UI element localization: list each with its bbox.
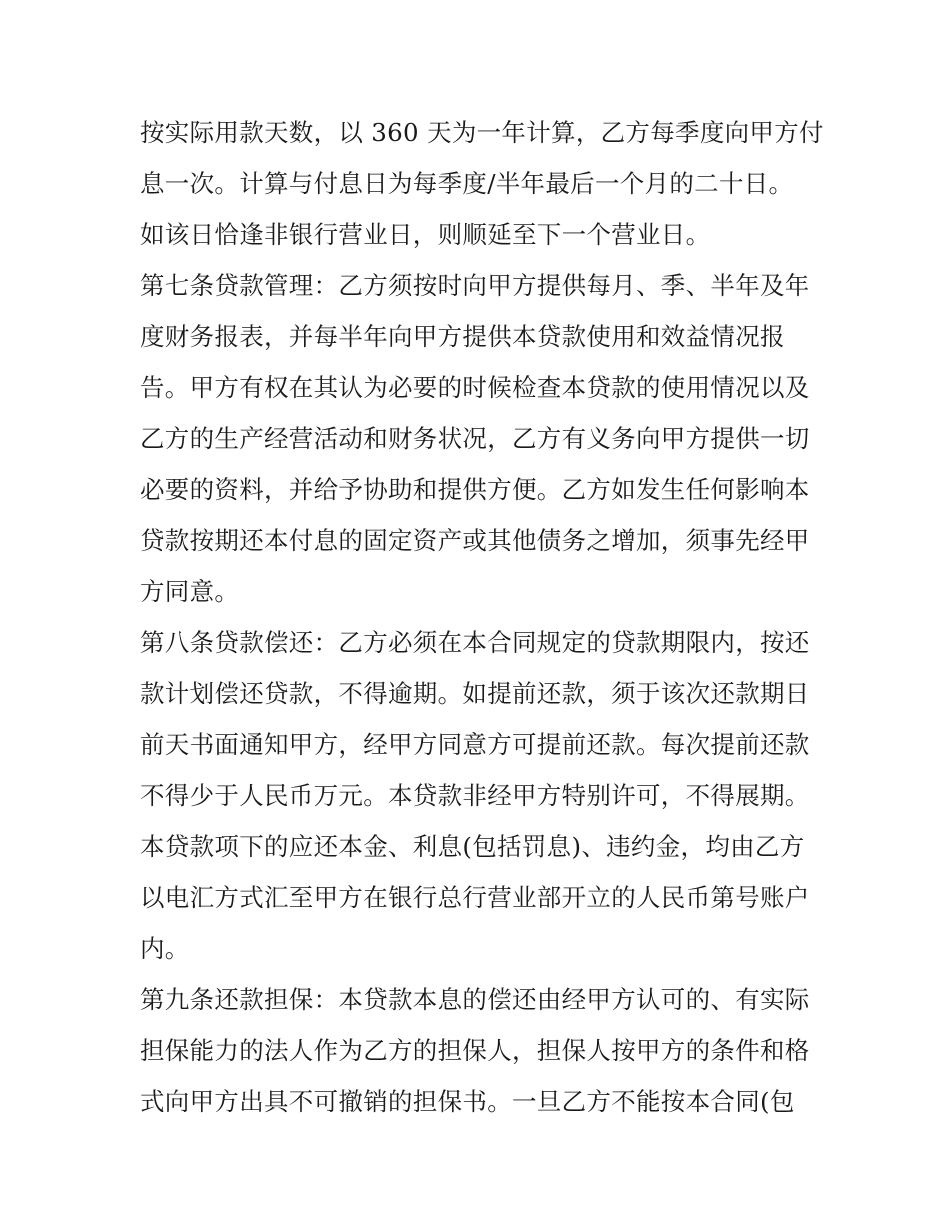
text-line: 告。甲方有权在其认为必要的时候检查本贷款的使用情况以及 [140,373,810,402]
text-line: 第八条贷款偿还：乙方必须在本合同规定的贷款期限内，按还 [140,628,810,657]
text-line: 息一次。计算与付息日为每季度/半年最后一个月的二十日。 [140,169,794,198]
text-line: 内。 [140,934,190,963]
text-line: 前天书面通知甲方，经甲方同意方可提前还款。每次提前还款 [140,730,810,759]
text-line: 第七条贷款管理：乙方须按时向甲方提供每月、季、半年及年 [140,271,810,300]
document-body [140,107,824,1127]
text-line: 贷款按期还本付息的固定资产或其他债务之增加，须事先经甲 [140,526,810,555]
text-line: 方同意。 [140,577,240,606]
text-line: 按实际用款天数，以 360 天为一年计算，乙方每季度向甲方付 [140,118,824,147]
text-line: 如该日恰逢非银行营业日，则顺延至下一个营业日。 [140,220,711,249]
text-line: 式向甲方出具不可撤销的担保书。一旦乙方不能按本合同(包 [140,1087,795,1116]
text-line: 乙方的生产经营活动和财务状况，乙方有义务向甲方提供一切 [140,424,810,453]
text-line: 必要的资料，并给予协助和提供方便。乙方如发生任何影响本 [140,475,810,504]
text-line: 以电汇方式汇至甲方在银行总行营业部开立的人民币第号账户 [140,883,810,912]
text-line: 不得少于人民币万元。本贷款非经甲方特别许可，不得展期。 [140,781,810,810]
text-line: 第九条还款担保：本贷款本息的偿还由经甲方认可的、有实际 [140,985,810,1014]
text-line: 度财务报表，并每半年向甲方提供本贷款使用和效益情况报 [140,322,785,351]
text-line: 款计划偿还贷款，不得逾期。如提前还款，须于该次还款期日 [140,679,810,708]
text-line: 担保能力的法人作为乙方的担保人，担保人按甲方的条件和格 [140,1036,810,1065]
text-line: 本贷款项下的应还本金、利息(包括罚息)、违约金，均由乙方 [140,832,805,861]
